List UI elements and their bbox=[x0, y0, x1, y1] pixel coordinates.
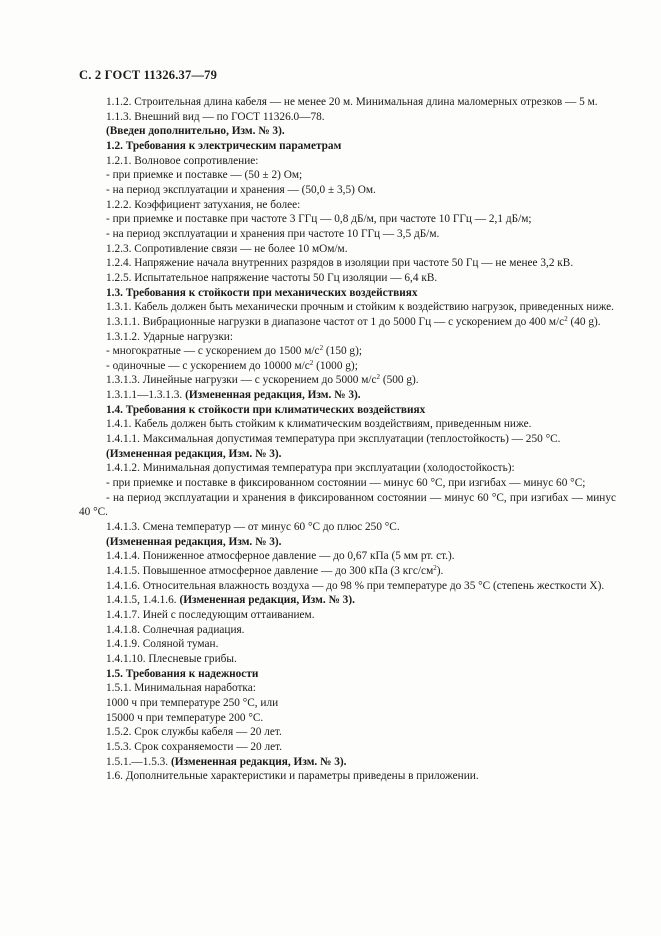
paragraph: 1.1.2. Строительная длина кабеля — не менее 20 м. Минимальная длина маломерных отрезков — 5 м. bbox=[106, 96, 598, 108]
section-heading: (Измененная редакция, Изм. № 3). bbox=[106, 447, 282, 460]
section-heading: 1.3. Требования к стойкости при механических воздействиях bbox=[106, 286, 418, 299]
paragraph: 1.6. Дополнительные характеристики и параметры приведены в приложении. bbox=[106, 770, 479, 783]
clause-ref: 1.4.1.5, 1.4.1.6. bbox=[106, 594, 180, 607]
section-heading: (Измененная редакция, Изм. № 3). bbox=[106, 535, 282, 548]
paragraph: 1.3.1.2. Ударные нагрузки: bbox=[106, 330, 233, 343]
paragraph: 1.2.2. Коэффициент затухания, не более: bbox=[106, 198, 301, 211]
clause-ref: 1.5.1.—1.5.3. bbox=[106, 755, 171, 768]
paragraph: - многократные — с ускорением до 1500 $м/с^2$ (150 g); bbox=[106, 344, 362, 358]
paragraph: 1.4.1.10. Плесневые грибы. bbox=[106, 652, 237, 665]
paragraph: 1.3.1. Кабель должен быть механически прочным и стойким к воздействию нагрузок, приведенных ниже. bbox=[106, 301, 615, 314]
paragraph: 1.4.1. Кабель должен быть стойким к климатическим воздействиям, приведенным ниже. bbox=[106, 418, 532, 431]
paragraph bbox=[79, 593, 616, 608]
paragraph: 1.5.1. Минимальная наработка: bbox=[106, 682, 256, 695]
clause-ref: 1.3.1.1—1.3.1.3. bbox=[106, 389, 186, 402]
paragraph bbox=[79, 388, 616, 403]
paragraph: - при приемке и поставке в фиксированном состоянии — минус 60 °С, при изгибах — минус 60 °С; bbox=[106, 477, 586, 490]
paragraph: - при приемке и поставке при частоте 3 ГГц — 0,8 дБ/м, при частоте 10 ГГц — 2,1 дБ/м; bbox=[106, 213, 532, 226]
paragraph: 1.3.1.3. Линейные нагрузки — с ускорением до 5000 $м/с^2$ (500 g). bbox=[106, 373, 419, 387]
section-heading: (Введен дополнительно, Изм. № 3). bbox=[106, 125, 285, 138]
paragraph: 1.2.1. Волновое сопротивление: bbox=[106, 154, 259, 167]
paragraph: 1.5.3. Срок сохраняемости — 20 лет. bbox=[106, 740, 283, 753]
paragraph: 1.4.1.4. Пониженное атмосферное давление — до 0,67 кПа (5 мм рт. ст.). bbox=[106, 550, 455, 563]
amendment-note: (Измененная редакция, Изм. № 3). bbox=[170, 755, 347, 768]
superscript-2: 2 bbox=[376, 373, 381, 382]
superscript-2: 2 bbox=[564, 314, 568, 323]
paragraph: 1.4.1.7. Иней с последующим оттаиванием. bbox=[106, 608, 315, 621]
section-heading: 1.4. Требования к стойкости при климатических воздействиях bbox=[106, 403, 426, 416]
paragraph: 1.4.1.3. Смена температур — от минус 60 °С до плюс 250 °С. bbox=[106, 521, 400, 534]
paragraph: 1.2.5. Испытательное напряжение частоты 50 Гц изоляции — 6,4 кВ. bbox=[106, 271, 438, 284]
paragraph: - одиночные — с ускорением до 10000 $м/с^2$ (1000 g); bbox=[106, 358, 358, 372]
paragraph: - при приемке и поставке — (50 ± 2) Ом; bbox=[106, 169, 303, 182]
paragraph: 1.4.1.9. Соляной туман. bbox=[106, 638, 219, 651]
paragraph: 1.5.2. Срок службы кабеля — 20 лет. bbox=[106, 726, 282, 739]
paragraph: 1.3.1.1. Вибрационные нагрузки в диапазоне частот от 1 до 5000 Гц — с ускорением до 400 $м/с^2$ (40 g). bbox=[106, 314, 601, 328]
superscript-2: 2 bbox=[319, 344, 324, 353]
superscript-2: 2 bbox=[309, 358, 314, 367]
section-heading: 1.5. Требования к надежности bbox=[106, 667, 259, 680]
paragraph: 1.4.1.8. Солнечная радиация. bbox=[106, 623, 245, 636]
paragraph: - на период эксплуатации и хранения при частоте 10 ГГц — 3,5 дБ/м. bbox=[106, 227, 440, 240]
paragraph bbox=[79, 755, 616, 770]
paragraph: - на период эксплуатации и хранения — (50,0 ± 3,5) Ом. bbox=[106, 183, 376, 196]
paragraph: 15000 ч при температуре 200 °С. bbox=[106, 711, 264, 724]
amendment-note: (Измененная редакция, Изм. № 3). bbox=[185, 389, 361, 402]
section-heading: 1.2. Требования к электрическим параметрам bbox=[106, 139, 342, 152]
paragraph: 1000 ч при температуре 250 °С, или bbox=[106, 696, 279, 709]
page-header: С. 2 ГОСТ 11326.37—79 bbox=[79, 68, 218, 82]
document-body bbox=[79, 95, 616, 784]
paragraph: 1.4.1.5. Повышенное атмосферное давление — до 300 кПа (3 кгс/$см^2$). bbox=[106, 564, 444, 577]
paragraph: 1.4.1.1. Максимальная допустимая температура при эксплуатации (теплостойкость) — 250 °С. bbox=[106, 433, 561, 446]
paragraph: 1.1.3. Внешний вид — по ГОСТ 11326.0—78. bbox=[106, 110, 325, 123]
superscript-2: 2 bbox=[433, 564, 437, 572]
paragraph: 1.2.4. Напряжение начала внутренних разрядов в изоляции при частоте 50 Гц — не менее 3,2 кВ. bbox=[106, 257, 574, 270]
paragraph: 1.4.1.6. Относительная влажность воздуха — до 98 % при температуре до 35 °С (степень жесткости X). bbox=[106, 579, 605, 592]
paragraph: 1.4.1.2. Минимальная допустимая температура при эксплуатации (холодостойкость): bbox=[106, 462, 515, 475]
paragraph: - на период эксплуатации и хранения в фиксированном состоянии — минус 60 °С, при изгибах — минус 40 °С. bbox=[79, 491, 616, 519]
amendment-note: (Измененная редакция, Изм. № 3). bbox=[179, 594, 355, 607]
paragraph: 1.2.3. Сопротивление связи — не более 10 мОм/м. bbox=[106, 242, 348, 255]
